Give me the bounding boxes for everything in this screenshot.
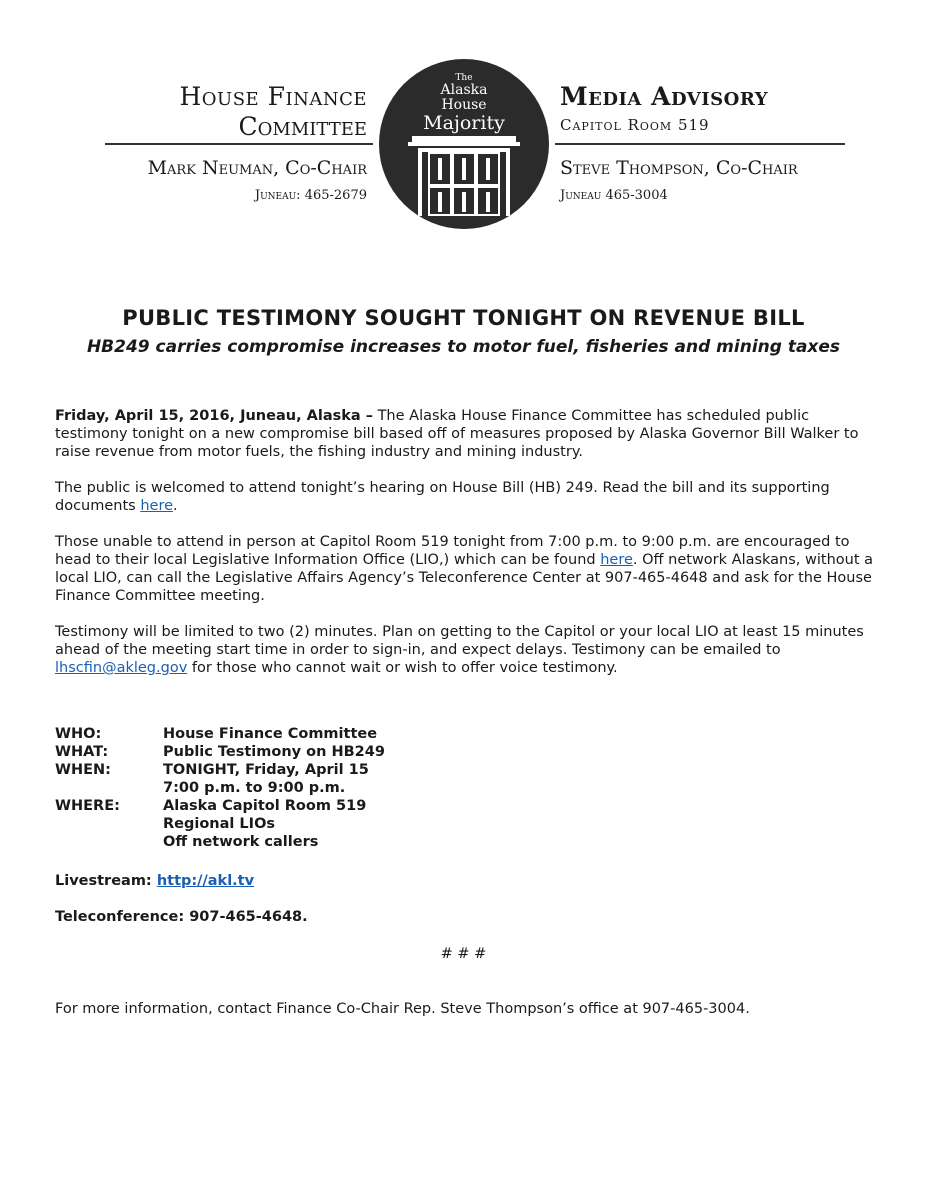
bill-documents-link[interactable]: here [140, 498, 174, 514]
alaska-house-majority-seal [378, 58, 550, 230]
detail-row-what [55, 743, 655, 761]
seal-text-alaska: Alaska [440, 82, 488, 98]
who-label: WHO: [55, 726, 102, 742]
event-details [55, 725, 655, 851]
when-label: WHEN: [55, 762, 111, 778]
where-label: WHERE: [55, 798, 120, 814]
where-value [163, 797, 366, 851]
email-link[interactable]: lhscfin@akleg.gov [55, 660, 188, 676]
capitol-building-icon [408, 136, 520, 216]
committee-title: House Finance [179, 82, 367, 111]
detail-row-where [55, 797, 655, 851]
teleconference-line: Teleconference: 907-465-4648. [55, 909, 308, 925]
seal-text-house: House [441, 97, 487, 113]
letterhead [0, 0, 927, 250]
end-mark: # # # [440, 946, 487, 962]
what-label: WHAT: [55, 744, 109, 760]
media-advisory-block [560, 82, 840, 203]
lio-locations-link[interactable]: here [600, 552, 633, 568]
left-phone: Juneau: 465-2679 [254, 188, 367, 203]
subheadline: HB249 carries compromise increases to motor fuel, fisheries and mining taxes [86, 337, 841, 357]
livestream-label: Livestream: [55, 873, 152, 889]
committee-subtitle: Committee [238, 112, 367, 141]
media-advisory-title: Media Advisory [560, 82, 769, 111]
remote-text: Those unable to attend in person at Capitol Room 519 tonight from 7:00 p.m. to 9:00 p.m. are encouraged to head to their local Legislative Information Office (LIO,) which can be found [55, 534, 850, 568]
attend-text-end: . [173, 498, 178, 514]
seal-text-the: The [455, 73, 473, 83]
when-date: TONIGHT, Friday, April 15 [163, 762, 369, 778]
remote-text-end: . Off network Alaskans, without a local LIO, can call the Legislative Affairs Agency’s Teleconference Center at 907-465-4648 and ask for the House Finance Committee meeting. [55, 552, 874, 604]
who-value: House Finance Committee [163, 726, 378, 742]
dateline: Friday, April 15, 2016, Juneau, Alaska – [55, 408, 373, 424]
detail-row-who [55, 725, 655, 743]
where-callers: Off network callers [163, 834, 319, 850]
advisory-body [55, 407, 875, 695]
intro-text: The Alaska House Finance Committee has scheduled public testimony tonight on a new compromise bill based off of measures proposed by Alaska Governor Bill Walker to raise revenue from motor fuels, the fishing industry and mining industry. [55, 408, 859, 460]
livestream-line [55, 873, 254, 889]
capitol-room: Capitol Room 519 [560, 116, 710, 134]
paragraph-remote [55, 533, 875, 605]
what-value: Public Testimony on HB249 [163, 744, 385, 760]
right-phone: Juneau 465-3004 [560, 188, 668, 203]
testimony-text-end: for those who cannot wait or wish to offer voice testimony. [187, 660, 618, 676]
testimony-text: Testimony will be limited to two (2) minutes. Plan on getting to the Capitol or your local LIO at least 15 minutes ahead of the meeting start time in order to sign-in, and expect delays. Testimony can be emailed to [55, 624, 864, 658]
where-lios: Regional LIOs [163, 816, 276, 832]
right-co-chair: Steve Thompson, Co-Chair [560, 157, 798, 179]
livestream-link[interactable]: http://akl.tv [156, 873, 255, 889]
when-value [163, 761, 369, 797]
detail-row-when [55, 761, 655, 797]
paragraph-attend [55, 479, 875, 515]
seal-text-majority: Majority [423, 112, 505, 134]
paragraph-testimony [55, 623, 875, 677]
left-divider [105, 143, 373, 145]
headline: PUBLIC TESTIMONY SOUGHT TONIGHT ON REVENUE BILL [122, 306, 805, 330]
contact-footer: For more information, contact Finance Co-Chair Rep. Steve Thompson’s office at 907-465-3004. [55, 1001, 750, 1017]
paragraph-intro [55, 407, 875, 461]
left-co-chair: Mark Neuman, Co-Chair [147, 157, 367, 179]
when-time: 7:00 p.m. to 9:00 p.m. [163, 780, 346, 796]
where-capitol: Alaska Capitol Room 519 [163, 798, 367, 814]
attend-text: The public is welcomed to attend tonight’s hearing on House Bill (HB) 249. Read the bill and its supporting documents [55, 480, 830, 514]
